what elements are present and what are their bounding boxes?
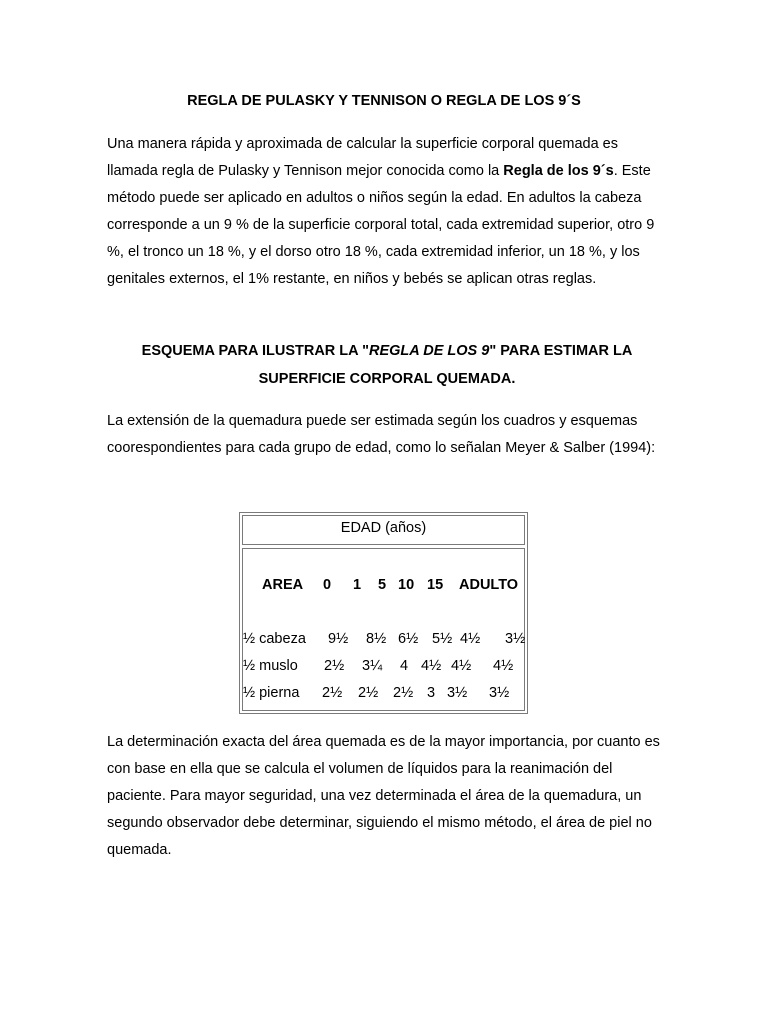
row-label-muslo: ½ muslo — [243, 658, 298, 674]
document-title: REGLA DE PULASKY Y TENNISON O REGLA DE LOS 9´S — [187, 93, 581, 109]
row-label-cabeza: ½ cabeza — [243, 631, 306, 647]
header-age-1: 1 — [353, 577, 362, 593]
intro-text-start: Una manera rápida y aproximada de calcular la superficie corporal quemada es llamada regla de Pulasky y Tennison mejor conocida como la — [107, 136, 618, 179]
age-area-table — [239, 512, 528, 714]
section-heading-end: " PARA ESTIMAR LA SUPERFICIE CORPORAL QUEMADA. — [258, 343, 633, 387]
table-cell: 4½ — [460, 631, 481, 647]
header-age-15: 15 — [427, 577, 444, 593]
table-cell: 3 — [427, 685, 436, 701]
table-cell: 3¼ — [362, 658, 383, 674]
table-cell: 3½ — [505, 631, 526, 647]
table-cell: 9½ — [328, 631, 349, 647]
section-heading — [107, 338, 667, 393]
header-age-adult: ADULTO — [459, 577, 519, 593]
table-cell: 3½ — [489, 685, 510, 701]
table-cell: 2½ — [324, 658, 345, 674]
table-cell: 4½ — [421, 658, 442, 674]
conclusion-paragraph: La determinación exacta del área quemada es de la mayor importancia, por cuanto es con base en ella que se calcula el volumen de líquidos para la reanimación del paciente. Para mayor seguridad, una vez determinada el área de la quemadura, un segundo observador debe determinar, siguiendo el mismo método, el área de piel no quemada. — [107, 734, 660, 858]
table-cell: 4½ — [451, 658, 472, 674]
intro-paragraph — [107, 131, 667, 292]
row-label-pierna: ½ pierna — [243, 685, 300, 701]
table-cell: 5½ — [432, 631, 453, 647]
table-cell: 4 — [400, 658, 409, 674]
table-cell: 2½ — [358, 685, 379, 701]
section-heading-start: ESQUEMA PARA ILUSTRAR LA " — [141, 343, 369, 359]
table-cell: 2½ — [322, 685, 343, 701]
header-age-5: 5 — [378, 577, 387, 593]
intro-text-end: . Este método puede ser aplicado en adultos o niños según la edad. En adultos la cabeza corresponde a un 9 % de la superficie corporal total, cada extremidad superior, otro 9 %, el tronco un 18 %, y el dorso otro 18 %, cada extremidad inferior, un 18 %, y los genitales externos, el 1% restante, en niños y bebés se aplican otras reglas. — [107, 162, 655, 287]
table-cell: 8½ — [366, 631, 387, 647]
table-cell: 4½ — [493, 658, 514, 674]
table-body — [242, 548, 525, 711]
extension-paragraph: La extensión de la quemadura puede ser estimada según los cuadros y esquemas coorespondientes para cada grupo de edad, como lo señalan Meyer & Salber (1994): — [107, 413, 656, 456]
intro-bold-term: Regla de los 9´s — [503, 162, 614, 179]
header-area: AREA — [262, 577, 304, 593]
header-age-10: 10 — [398, 577, 415, 593]
section-heading-italic: REGLA DE LOS 9 — [369, 343, 490, 359]
header-age-0: 0 — [323, 577, 332, 593]
table-caption: EDAD (años) — [242, 515, 525, 545]
table-cell: 2½ — [393, 685, 414, 701]
table-cell: 3½ — [447, 685, 468, 701]
table-cell: 6½ — [398, 631, 419, 647]
